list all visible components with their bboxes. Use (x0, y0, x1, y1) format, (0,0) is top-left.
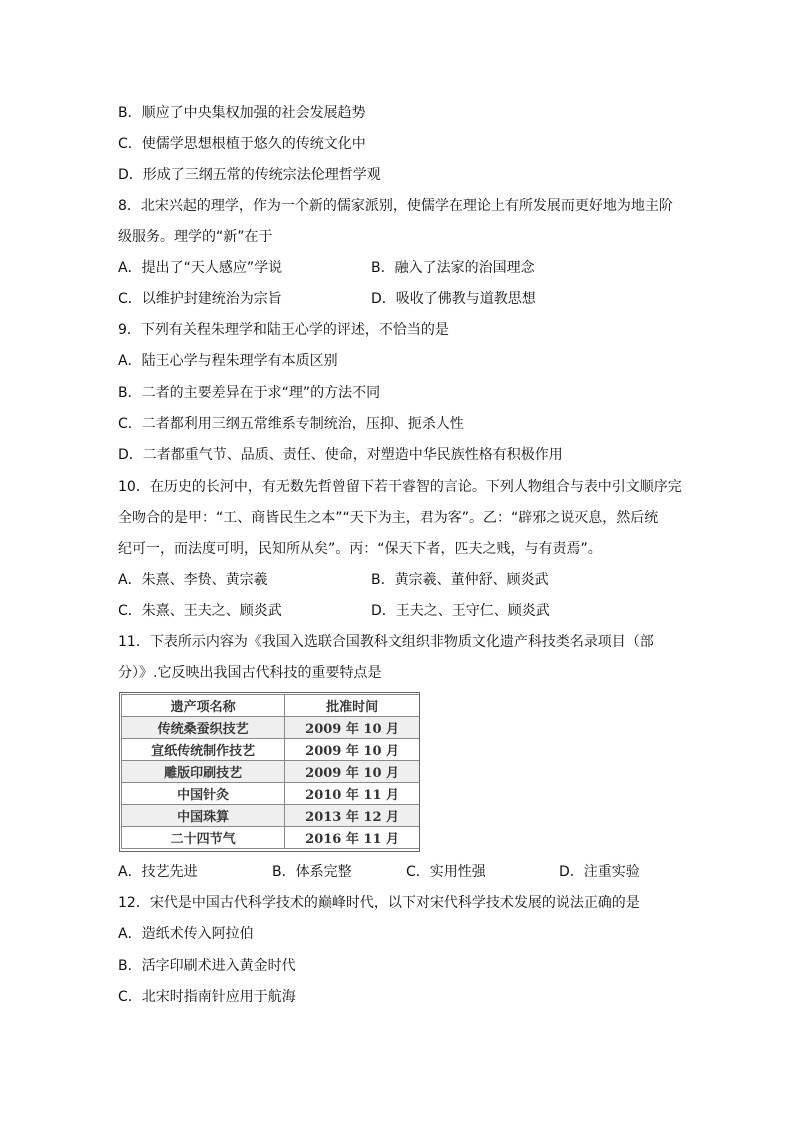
q10-option-c: C．朱熹、王夫之、顾炎武 (118, 603, 282, 619)
q9-option-b: B．二者的主要差异在于求“理”的方法不同 (118, 385, 381, 401)
table-row (122, 827, 420, 849)
table-cell-name: 二十四节气 (122, 827, 285, 849)
q11-stem-line1: 11．下表所示内容为《我国入选联合国教科文组织非物质文化遗产科技类名录项目（部 (118, 634, 654, 650)
table-cell-date: 2009 年 10 月 (285, 761, 420, 783)
table-row (122, 717, 420, 739)
q8-option-a: A．提出了“天人感应”学说 (118, 260, 283, 276)
q11-option-b: B．体系完整 (272, 864, 352, 880)
q10-option-d: D．王夫之、王守仁、顾炎武 (371, 603, 550, 619)
table-cell-date: 2009 年 10 月 (285, 717, 420, 739)
table-row (122, 761, 420, 783)
table-cell-date: 2010 年 11 月 (285, 783, 420, 805)
q7-option-c: C．使儒学思想根植于悠久的传统文化中 (118, 136, 366, 152)
table-row (122, 783, 420, 805)
q10-option-a: A．朱熹、李贽、黄宗羲 (118, 572, 268, 588)
table-cell-name: 中国针灸 (122, 783, 285, 805)
table-cell-name: 中国珠算 (122, 805, 285, 827)
q12-stem: 12．宋代是中国古代科学技术的巅峰时代，以下对宋代科学技术发展的说法正确的是 (118, 895, 640, 911)
table-cell-name: 传统桑蚕织技艺 (122, 717, 285, 739)
q12-option-c: C．北宋时指南针应用于航海 (118, 989, 296, 1005)
q8-stem-line2: 级服务。理学的“新”在于 (118, 229, 273, 245)
q8-option-c: C．以维护封建统治为宗旨 (118, 291, 282, 307)
q10-stem-line3: 纪可一，而法度可明，民知所从矣”。丙：“保天下者，匹夫之贱，与有责焉”。 (118, 541, 602, 557)
table-cell-date: 2016 年 11 月 (285, 827, 420, 849)
table-cell-name: 雕版印刷技艺 (122, 761, 285, 783)
table-row (122, 739, 420, 761)
q7-option-d: D．形成了三纲五常的传统宗法伦理哲学观 (118, 167, 381, 183)
table-header-name: 遗产项名称 (122, 695, 285, 717)
table-cell-date: 2013 年 12 月 (285, 805, 420, 827)
table-header-row (122, 695, 420, 717)
q7-option-b: B．顺应了中央集权加强的社会发展趋势 (118, 105, 366, 121)
q8-option-b: B．融入了法家的治国理念 (371, 260, 535, 276)
table-header-date: 批准时间 (285, 695, 420, 717)
table-cell-name: 宣纸传统制作技艺 (122, 739, 285, 761)
q11-option-d: D．注重实验 (559, 864, 640, 880)
table-row (122, 805, 420, 827)
q9-stem: 9．下列有关程朱理学和陆王心学的评述，不恰当的是 (118, 322, 449, 338)
q9-option-d: D．二者都重气节、品质、责任、使命，对塑造中华民族性格有积极作用 (118, 447, 563, 463)
q9-option-c: C．二者都利用三纲五常维系专制统治，压抑、扼杀人性 (118, 416, 464, 432)
q12-option-b: B．活字印刷术进入黄金时代 (118, 958, 296, 974)
q10-option-b: B．黄宗羲、董仲舒、顾炎武 (371, 572, 549, 588)
q11-option-c: C．实用性强 (406, 864, 486, 880)
heritage-table (121, 694, 420, 849)
q11-option-a: A．技艺先进 (118, 864, 198, 880)
q10-stem-line2: 全吻合的是甲：“工、商皆民生之本”“天下为主，君为客”。乙：“辟邪之说灭息，然后统 (118, 510, 659, 526)
q10-stem-line1: 10．在历史的长河中，有无数先哲曾留下若干睿智的言论。下列人物组合与表中引文顺序完 (118, 479, 682, 495)
q12-option-a: A．造纸术传入阿拉伯 (118, 926, 254, 942)
q8-stem-line1: 8．北宋兴起的理学，作为一个新的儒家派别，使儒学在理论上有所发展而更好地为地主阶 (118, 198, 673, 214)
q8-option-d: D．吸收了佛教与道教思想 (371, 291, 536, 307)
table-cell-date: 2009 年 10 月 (285, 739, 420, 761)
q9-option-a: A．陆王心学与程朱理学有本质区别 (118, 353, 338, 369)
q11-stem-line2: 分）》.它反映出我国古代科技的重要特点是 (118, 665, 382, 681)
